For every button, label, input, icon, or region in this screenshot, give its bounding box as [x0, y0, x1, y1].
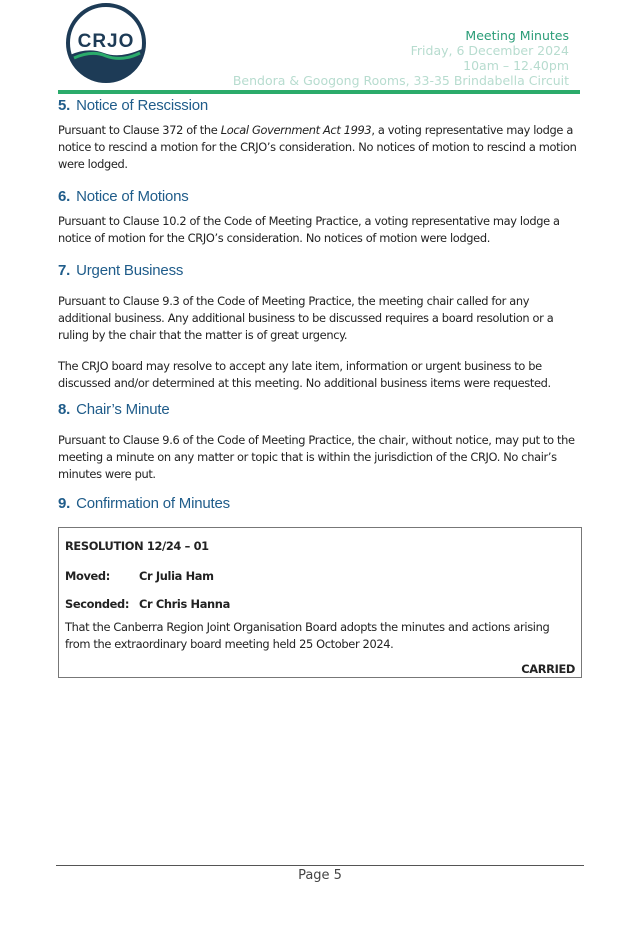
section-heading: 7. Urgent Business	[58, 262, 184, 279]
section-paragraph: Pursuant to Clause 372 of the Local Government Act 1993, a voting representative may lodge a notice to rescind a motion for the CRJO’s consideration. No notices of motion to rescind a motion were lodged.	[58, 123, 577, 171]
section-paragraph: Pursuant to Clause 10.2 of the Code of Meeting Practice, a voting representative may lodge a notice of motion for the CRJO’s consideration. No notices of motion were lodged.	[58, 214, 560, 245]
moved-label: Moved:	[65, 569, 110, 583]
section-paragraph: Pursuant to Clause 9.3 of the Code of Meeting Practice, the meeting chair called for any additional business. Any additional business to be discussed requires a board resolution or a ruling by the chair that the matter is of great urgency.	[58, 294, 554, 342]
seconded-row	[65, 597, 575, 611]
header-block	[233, 28, 569, 88]
resolution-id: RESOLUTION 12/24 – 01	[65, 539, 209, 553]
section-heading: 5. Notice of Rescission	[58, 97, 209, 114]
section-heading: 9. Confirmation of Minutes	[58, 495, 230, 512]
meeting-date: Friday, 6 December 2024	[410, 43, 569, 58]
crjo-logo	[66, 3, 146, 83]
moved-row	[65, 569, 575, 583]
moved-value: Cr Julia Ham	[139, 569, 214, 583]
resolution-box	[58, 527, 582, 678]
logo-text: CRJO	[77, 31, 135, 52]
section-heading: 8. Chair’s Minute	[58, 401, 170, 418]
meeting-venue: Bendora & Googong Rooms, 33-35 Brindabella Circuit	[232, 73, 569, 88]
section-paragraph: The CRJO board may resolve to accept any late item, information or urgent business to be discussed and/or determined at this meeting. No additional business items were requested.	[58, 359, 551, 390]
seconded-value: Cr Chris Hanna	[139, 597, 230, 611]
header-divider	[58, 90, 580, 94]
seconded-label: Seconded:	[65, 597, 130, 611]
section-confirmation-of-minutes	[58, 495, 584, 512]
footer-divider	[56, 865, 584, 866]
section-chairs-minute	[58, 401, 584, 483]
section-paragraph: Pursuant to Clause 9.6 of the Code of Meeting Practice, the chair, without notice, may put to the meeting a minute on any matter or topic that is within the jurisdiction of the CRJO. No chair’s minutes were put.	[58, 433, 575, 481]
page-number: Page 5	[298, 868, 342, 883]
section-heading: 6. Notice of Motions	[58, 188, 189, 205]
resolution-text: That the Canberra Region Joint Organisation Board adopts the minutes and actions arising from the extraordinary board meeting held 25 October 2024.	[65, 620, 550, 651]
document-title: Meeting Minutes	[465, 28, 569, 43]
resolution-outcome: CARRIED	[521, 662, 575, 676]
meeting-time: 10am – 12.40pm	[463, 58, 569, 73]
section-notice-of-rescission	[58, 97, 584, 173]
section-notice-of-motions	[58, 188, 584, 247]
section-urgent-business	[58, 262, 584, 392]
